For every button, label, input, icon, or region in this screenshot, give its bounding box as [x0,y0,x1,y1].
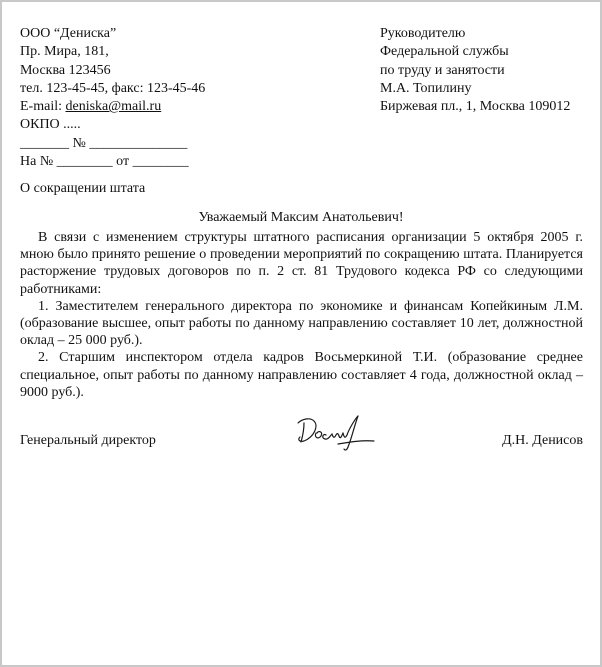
sender-company: ООО “Дениска” [20,26,117,41]
sender-email-link[interactable]: deniska@mail.ru [65,99,162,115]
sender-okpo: ОКПО ..... [20,117,81,133]
body-paragraph-item-2: 2. Старшим инспектором отдела кадров Восьмеркиной Т.И. (образование среднее специальное, опыт работы по данному направлению составляет 4 года, должностной оклад – 9000 руб.). [20,350,583,400]
body-paragraph-intro: В связи с изменением структуры штатного расписания организации 5 октября 2005 г. мною было принято решение о проведении мероприятий по сокращению штата. Планируется расторжение трудовых договоров по п. 2 ст. 81 Трудового кодекса РФ со следующими работниками: [20,230,583,297]
body-paragraph-item-1: 1. Заместителем генерального директора по экономике и финансам Копейкиным Л.М. (образование высшее, опыт работы по данному направлению составляет 10 лет, должностной оклад – 25 000 руб.). [20,298,583,349]
recipient-address: Биржевая пл., 1, Москва 109012 [380,99,571,115]
signatory-title: Генеральный директор [20,433,156,448]
sender-email-line [20,98,205,116]
recipient-name: М.А. Топилину [380,80,472,96]
letter-greeting: Уважаемый Максим Анатольевич! [198,210,404,225]
sender-block [20,25,205,171]
handwritten-signature [292,411,382,455]
outgoing-ref: _______ № ______________ [20,135,188,151]
recipient-line-3: по труду и занятости [380,62,505,78]
sender-city: Москва 123456 [20,62,111,78]
sender-phone: тел. 123-45-45, факс: 123-45-46 [20,80,206,96]
recipient-line-2: Федеральной службы [380,44,509,60]
letter-subject: О сокращении штата [20,181,146,196]
recipient-block [380,25,570,116]
sender-street: Пр. Мира, 181, [20,44,109,60]
sender-email-label: E-mail: [20,99,66,115]
signatory-name: Д.Н. Денисов [502,433,583,448]
incoming-ref: На № ________ от ________ [20,154,189,170]
recipient-line-1: Руководителю [380,26,466,41]
letter-body [20,229,583,401]
